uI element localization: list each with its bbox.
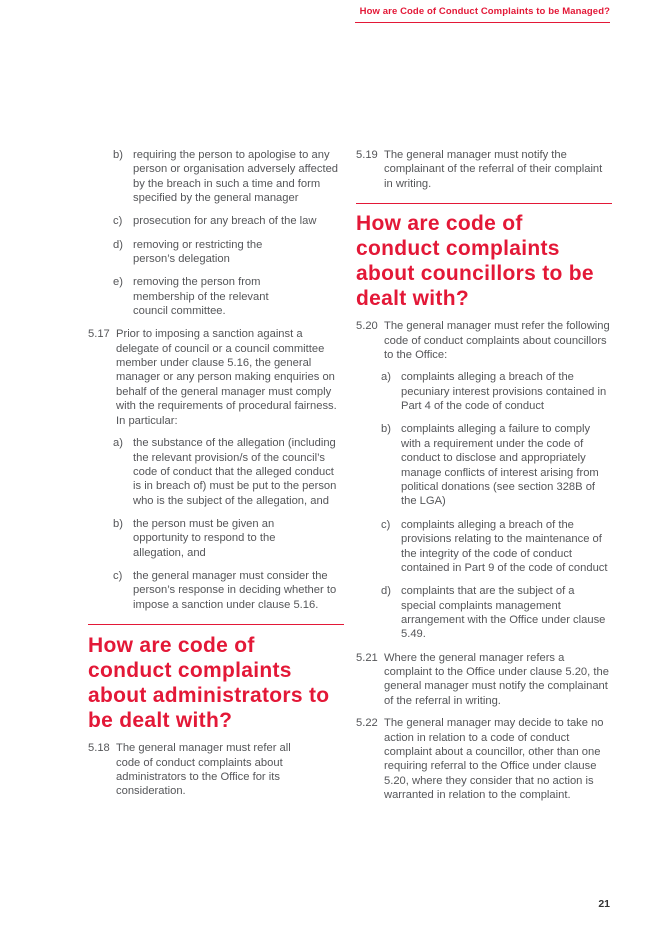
list-item — [88, 275, 344, 318]
list-label: e) — [113, 276, 123, 289]
clause-number: 5.17 — [88, 328, 110, 341]
clause-text: The general manager must refer the following code of conduct complaints about councillors to the Office: — [384, 320, 610, 362]
list-label: b) — [381, 423, 391, 436]
list-item — [88, 214, 344, 228]
clause-text: The general manager must refer all code of conduct complaints about administrators to the Office for its consideration. — [116, 742, 291, 798]
clause-5-18 — [88, 741, 344, 799]
clause-5-21 — [356, 651, 612, 709]
right-column — [356, 148, 612, 811]
clause-5-20 — [356, 319, 612, 362]
clause-text: Where the general manager refers a complaint to the Office under clause 5.20, the general manager must notify the complainant of the referral in writing. — [384, 651, 609, 707]
section-heading: How are code of conduct complaints about administrators to be dealt with? — [88, 634, 330, 733]
list-text: removing the person from membership of the relevant council committee. — [133, 276, 269, 318]
clause-number: 5.22 — [356, 717, 378, 730]
clause-text: Prior to imposing a sanction against a delegate of council or a council committee member under clause 5.16, the general manager or any person making enquiries on behalf of the general manager must comply with the requirements of procedural fairness. In particular: — [116, 328, 337, 427]
clause-number: 5.21 — [356, 651, 378, 664]
list-text: prosecution for any breach of the law — [133, 215, 317, 228]
list-item — [88, 569, 344, 612]
list-text: removing or restricting the person’s delegation — [133, 238, 263, 266]
list-item — [356, 370, 612, 413]
left-column — [88, 148, 344, 807]
list-text: the person must be given an opportunity to respond to the allegation, and — [133, 517, 276, 559]
list-text: the substance of the allegation (including the relevant provision/s of the council’s code of conduct that the alleged conduct is in breach of) must be put to the person who is the subject of the allegation, and — [133, 437, 337, 507]
list-item — [88, 238, 344, 267]
list-text: complaints alleging a breach of the provisions relating to the maintenance of the integrity of the code of conduct contained in Part 9 of the code of conduct — [401, 518, 608, 574]
list-label: d) — [381, 585, 391, 598]
clause-number: 5.18 — [88, 742, 110, 755]
list-item — [356, 584, 612, 642]
list-item — [356, 518, 612, 576]
clause-5-22 — [356, 716, 612, 802]
list-label: c) — [113, 569, 123, 582]
list-label: b) — [113, 517, 123, 530]
list-label: c) — [113, 215, 123, 228]
list-label: c) — [381, 518, 391, 531]
list-text: complaints alleging a failure to comply with a requirement under the code of conduct to disclose and appropriately manage conflicts of interest arising from political donations (see section 328B of the LGA) — [401, 423, 599, 508]
list-label: a) — [381, 371, 391, 384]
list-item — [88, 517, 344, 560]
list-item — [356, 422, 612, 508]
list-item — [88, 148, 344, 206]
clause-5-19 — [356, 148, 612, 191]
list-label: b) — [113, 149, 123, 161]
clause-number: 5.20 — [356, 320, 378, 333]
list-text: the general manager must consider the person’s response in deciding whether to impose a sanction under clause 5.16. — [133, 569, 337, 611]
list-text: requiring the person to apologise to any person or organisation adversely affected by the breach in such a time and form specified by the general manager — [133, 149, 339, 205]
clause-text: The general manager must notify the complainant of the referral of their complaint in writing. — [384, 149, 603, 190]
clause-text: The general manager may decide to take no action in relation to a code of conduct complaint about a councillor, other than one requiring referral to the Office under clause 5.20, where they consider that no action is warranted in relation to the complaint. — [384, 717, 604, 802]
list-label: a) — [113, 437, 123, 450]
list-item — [88, 436, 344, 508]
section-rule — [356, 203, 612, 204]
list-text: complaints that are the subject of a special complaints management arrangement with the Office under clause 5.49. — [401, 585, 606, 641]
clause-number: 5.19 — [356, 149, 378, 161]
list-text: complaints alleging a breach of the pecuniary interest provisions contained in Part 4 of the code of conduct — [401, 371, 607, 413]
header-rule — [355, 22, 610, 23]
list-label: d) — [113, 238, 123, 251]
section-rule — [88, 624, 344, 625]
running-header: How are Code of Conduct Complaints to be Managed? — [359, 6, 610, 17]
clause-5-17 — [88, 327, 344, 428]
page-number: 21 — [598, 898, 610, 910]
section-heading: How are code of conduct complaints about councillors to be dealt with? — [356, 212, 594, 311]
